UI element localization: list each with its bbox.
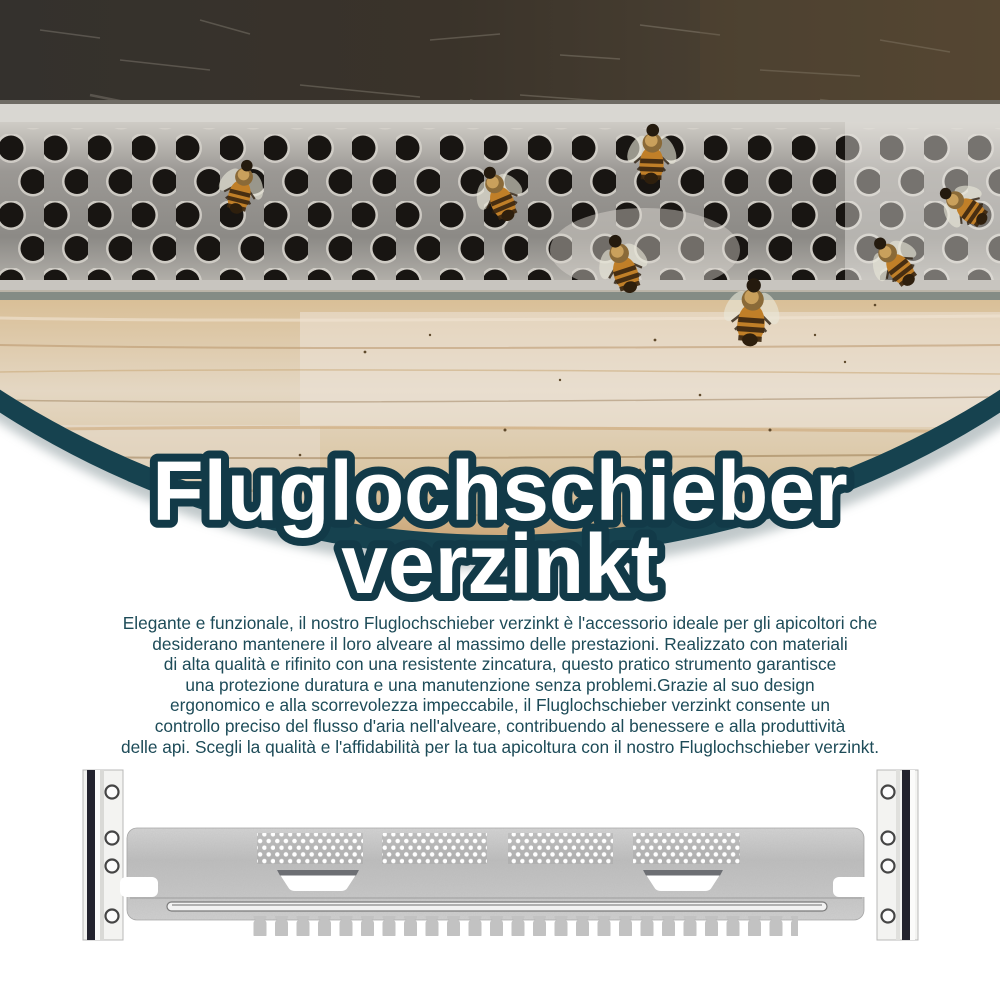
- left-mounting-rail: [83, 770, 123, 940]
- adjustment-slot: [167, 902, 827, 911]
- reducer-plate: [120, 828, 871, 936]
- description-line: controllo preciso del flusso d'aria nell'alveare, contribuendo al benessere e alla produttività: [154, 715, 846, 736]
- description-line: delle api. Scegli la qualità e l'affidabilità per la tua apicoltura con il nostro Fluglochschieber verzinkt.: [120, 736, 880, 757]
- description-line: una protezione duratura e una manutenzione senza problemi.Grazie al suo design: [185, 674, 815, 695]
- title-line-1: Fluglochschieber: [152, 444, 848, 538]
- right-mounting-rail: [877, 770, 918, 940]
- title-line-2: verzinkt: [341, 517, 659, 611]
- product-photo: [60, 758, 940, 963]
- vent-group-4: [633, 833, 740, 864]
- vent-group-3: [508, 833, 613, 864]
- description-line: di alta qualità e rifinito con una resistente zincatura, questo pratico strumento garantisce: [163, 654, 837, 675]
- vent-group-2: [382, 833, 487, 864]
- comb-teeth: [248, 916, 798, 936]
- vent-group-1: [257, 833, 363, 864]
- side-notch-left: [120, 877, 158, 897]
- description-line: ergonomico e alla scorrevolezza impeccabile, il Fluglochschieber verzinkt consente un: [170, 695, 830, 716]
- entrance-cutout-right: [643, 870, 723, 891]
- entrance-cutout-left: [277, 870, 359, 891]
- side-notch-right: [833, 877, 871, 897]
- description-line: desiderano mantenere il loro alveare al massimo delle prestazioni. Realizzato con materiali: [152, 633, 848, 654]
- description-line: Elegante e funzionale, il nostro Fluglochschieber verzinkt è l'accessorio ideale per gli apicoltori che: [122, 613, 878, 633]
